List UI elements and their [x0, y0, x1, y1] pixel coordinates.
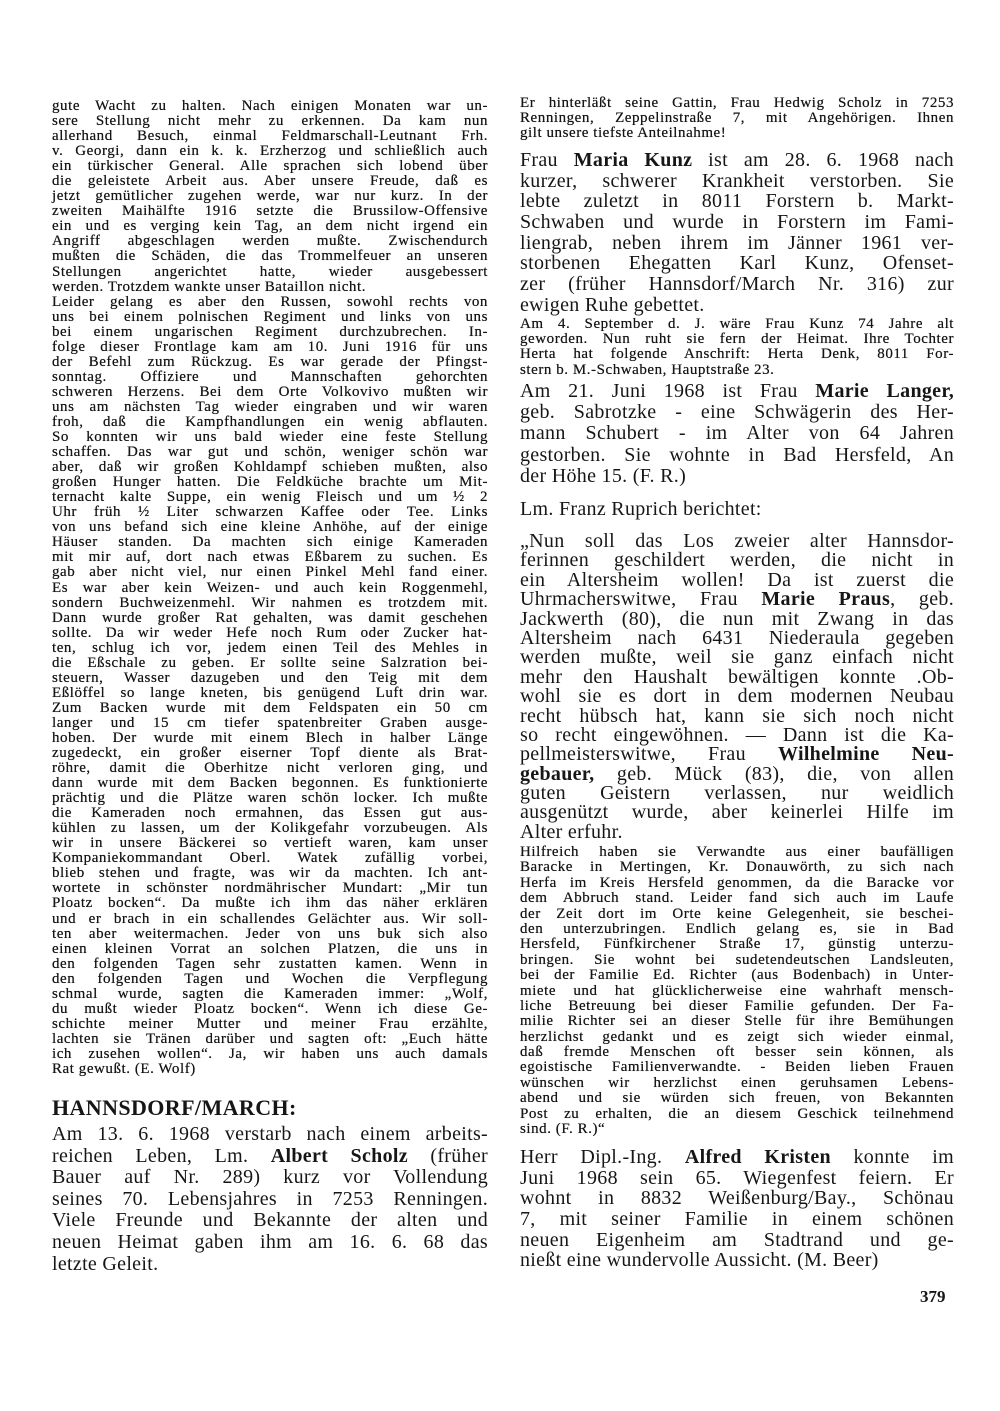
text-line: Herta hat folgende Anschrift: Herta Denk, 8011 For- — [520, 346, 954, 363]
text-line — [52, 1146, 488, 1168]
text-line: zer (früher Hannsdorf/March Nr. 316) zur — [520, 273, 954, 296]
text-line: Dann wurde großer Rat gehalten, was damit geschehen — [52, 609, 488, 626]
text-line: „Nun soll das Los zweier alter Hannsdor- — [520, 530, 954, 552]
text-line: Bauer auf Nr. 289) kurz vor Vollendung — [52, 1166, 488, 1189]
text-line: ein und es verging kein Tag, an dem nicht irgend ein — [52, 218, 488, 235]
text-line: lachten sie Tränen darüber und sagten oft: „Euch hätte — [52, 1030, 488, 1047]
text-line — [520, 150, 954, 171]
text-line: Angriff abgeschlagen werden mußte. Zwischendurch — [52, 233, 488, 250]
text-line: sonntag. Offiziere und Mannschaften gehorchten — [52, 368, 488, 385]
text-line: du mußt wieder Ploatz bocken“. Wenn ich diese Ge- — [52, 1000, 488, 1017]
text-line: miete und hat glücklicherweise eine wahrhaft mensch- — [520, 982, 954, 999]
text-line: Kompaniekommandant Oberl. Watek zufällig vorbei, — [52, 850, 488, 867]
text-line: ewigen Ruhe gebettet. — [520, 293, 705, 316]
text-line: seines 70. Lebensjahres in 7253 Renningen. — [52, 1187, 488, 1210]
text-line: Am 13. 6. 1968 verstarb nach einem arbeits- — [52, 1123, 488, 1145]
text-segment: reichen Leben, Lm. — [52, 1144, 271, 1167]
text-line — [520, 590, 954, 609]
text-line: Zum Backen wurde mit dem Feldspaten ein 50 cm — [52, 699, 488, 716]
text-line: nießt eine wundervolle Aussicht. (M. Beer) — [520, 1249, 879, 1272]
text-line: sere Stellung nicht mehr zu erkennen. Da kam nun — [52, 113, 488, 130]
birthday-alfred-kristen — [520, 1147, 954, 1271]
text-line: werden. Trotzdem wankte unser Bataillon nicht. — [52, 278, 366, 295]
text-line: die Kameraden noch ermahnen, das Essen gut aus- — [52, 805, 488, 822]
text-line: Hilfreich haben sie Verwandte aus einer baufälligen — [520, 844, 954, 860]
text-line: gute Wacht zu halten. Nach einigen Monaten war un- — [52, 98, 488, 114]
text-segment: Am 21. Juni 1968 ist Frau — [520, 380, 816, 402]
text-line: zugedeckt, ein großer eiserner Topf diente als Brat- — [52, 745, 488, 762]
text-line: Es war aber kein Weizen- und auch kein Roggenmehl, — [52, 579, 488, 596]
text-line: dann wurde mit dem Backen begonnen. Es funktionierte — [52, 775, 488, 792]
text-line: sollte. Da wir weder Hefe noch Rum oder Zucker hat- — [52, 624, 488, 641]
text-line: Stellungen angerichtet hatte, wieder ausgebessert — [52, 263, 488, 280]
text-line: jetzt gemütlicher zugehen werde, war nur kurz. In der — [52, 188, 488, 205]
text-line: wortete in schönster nordmährischer Mundart: „Mir tun — [52, 880, 488, 897]
text-line: schweren Herzens. Bei dem Orte Volkovivo mußten wir — [52, 383, 488, 400]
text-line: der Höhe 15. (F. R.) — [520, 464, 687, 487]
text-line: allerhand Besuch, einmal Feldmarschall-Leutnant Frh. — [52, 128, 488, 145]
text-line: Post zu erhalten, die an diesem Geschick teilnehmend — [520, 1105, 954, 1122]
text-line: den unterzubringen. Endlich gelang es, sie in Bad — [520, 920, 954, 937]
text-line: wir in unsere Bäckerei so vertieft waren, kam unser — [52, 835, 488, 852]
text-line: mehr den Haushalt bewältigen konnte .Ob- — [520, 665, 954, 688]
text-line: sondern Buchweizenmehl. Wir nahmen es trotzdem mit. — [52, 594, 488, 611]
text-line: der Befehl zum Rückzug. Es war gerade der Pfingst- — [52, 353, 488, 370]
ruprich-report-continued — [520, 845, 954, 1137]
text-line: lebte zuletzt in 8011 Forstern b. Markt- — [520, 190, 954, 213]
text-line: neuen Heimat gaben ihm am 16. 6. 68 das — [52, 1230, 488, 1253]
text-line: großen Hunger hatten. Die Feldküche brachte um Mit- — [52, 474, 488, 491]
text-line: recht hübsch hat, kann sie sich noch nicht — [520, 704, 954, 727]
text-line: bringen. Sie wohnt bei sudetendeutschen Landsleuten, — [520, 951, 954, 968]
text-line: ein türkischer General. Alle sprachen sich lobend über — [52, 158, 488, 175]
text-line: mann Schubert - im Alter von 64 Jahren — [520, 422, 954, 445]
text-line: Jackwerth (80), die nun mit Zwang in das — [520, 607, 954, 630]
bold-name: Wilhelmine Neu- — [778, 743, 954, 766]
text-segment: pellmeisterswitwe, Frau — [520, 743, 779, 766]
text-line: liengrab, neben ihrem im Jänner 1961 ver- — [520, 231, 954, 254]
text-line: kühlen zu lassen, um der Kolikgefahr vorzubeugen. Als — [52, 820, 488, 837]
text-line: werden mußte, weil sie ganz einfach nicht — [520, 646, 954, 669]
text-line: froh, daß die Kampfhandlungen ein wenig abflauten. — [52, 413, 488, 430]
text-line: wohnt in 8832 Weißenburg/Bay., Schönau — [520, 1187, 954, 1210]
section-heading: HANNSDORF/MARCH: — [52, 1095, 297, 1120]
text-line: gilt unsere tiefste Anteilnahme! — [520, 125, 727, 141]
text-line: geb. Sabrotzke - eine Schwägerin des Her- — [520, 401, 954, 424]
obituary-albert-scholz — [52, 1124, 488, 1275]
text-segment: konnte im — [830, 1146, 954, 1168]
text-line: mußten die Schäden, die das Trommelfeuer an unseren — [52, 248, 488, 265]
text-line: stern b. M.-Schwaben, Hauptstraße 23. — [520, 361, 775, 378]
text-line: schichte meiner Mutter und meiner Frau erzählte, — [52, 1015, 488, 1032]
text-line: Uhr früh ½ Liter schwarzen Kaffee oder Tee. Links — [52, 504, 488, 521]
text-line: zweiten Maihälfte 1916 setzte die Brussilow-Offensive — [52, 203, 488, 220]
text-line: ich zusehen wollen“. Ja, wir haben uns auch damals — [52, 1045, 488, 1062]
text-line: dem Abbruch stand. Leider fand sich auch im Laufe — [520, 890, 954, 907]
text-line: mit mir auf, dort nach etwas Eßbarem zu suchen. Es — [52, 549, 488, 566]
text-segment: Frau — [520, 149, 574, 171]
text-line: prächtig und die Plätze waren schön locker. Ich mußte — [52, 790, 488, 807]
text-line: aber, daß wir großen Kohldampf schieben mußten, also — [52, 459, 488, 476]
text-line: schmal wurde, sagten die Kameraden immer: „Wolf, — [52, 985, 488, 1002]
text-line: langer und 15 cm tiefer spatenbreiter Graben ausge- — [52, 714, 488, 731]
ruprich-report-quote — [520, 532, 954, 842]
text-line: storbenen Ehegatten Karl Kunz, Ofenset- — [520, 252, 954, 275]
text-line: letzte Geleit. — [52, 1252, 159, 1275]
text-line: Häuser standen. Da machten sich einige Kameraden — [52, 534, 488, 551]
text-segment: (früher — [407, 1144, 488, 1167]
note-scholz-family — [520, 96, 954, 141]
text-line: ein Altersheim wollen! Da ist zuerst die — [520, 568, 954, 591]
text-line: herzlichst gedankt und es zeigt sich wieder einmal, — [520, 1028, 954, 1045]
text-line: gab aber nicht viel, nur einen Pinkel Mehl fand einer. — [52, 564, 488, 581]
ruprich-intro — [520, 499, 954, 520]
text-line: Baracke in Mertingen, Kr. Donauwörth, zu sich nach — [520, 859, 954, 876]
text-line: den folgenden Tagen und Wochen die Verpflegung — [52, 970, 488, 987]
text-line: wohl sie es dort in dem modernen Neubau — [520, 685, 954, 708]
text-segment: ist am 28. 6. 1968 nach — [692, 149, 954, 171]
bold-name: Alfred Kristen — [684, 1146, 831, 1168]
text-line: einen kleinen Vorrat an solchen Platzen, die uns in — [52, 940, 488, 957]
text-line: den folgenden Tagen sehr zustatten kamen. Wenn in — [52, 955, 488, 972]
text-line: geworden. Nun ruht sie fern der Heimat. Ihre Tochter — [520, 331, 954, 348]
text-line: Altersheim nach 6431 Niederaula gegeben — [520, 626, 954, 649]
text-segment: Herr Dipl.-Ing. — [520, 1146, 685, 1168]
bold-name: Marie Langer, — [815, 380, 954, 402]
text-line: Schwaben und wurde in Forstern im Fami- — [520, 211, 954, 234]
text-line: Herfa im Kreis Hersfeld genommen, da die Baracke vor — [520, 874, 954, 891]
text-line: hoben. Der wurde mit einem Blech in halber Länge — [52, 729, 488, 746]
text-line: daß fremde Menschen oft besser sein können, als — [520, 1044, 954, 1061]
text-line: abend und sie würden sich freuen, von Bekannten — [520, 1090, 954, 1107]
text-line: v. Georgi, dann ein k. k. Erzherzog und schließlich auch — [52, 143, 488, 160]
text-line: gestorben. Sie wohnte in Bad Hersfeld, An — [520, 443, 954, 466]
text-line: Eßlöffel so lange kneten, bis genügend Luft drin war. — [52, 684, 488, 701]
page-number: 379 — [920, 1287, 946, 1306]
text-line: folge dieser Frontlage kam am 10. Juni 1916 für uns — [52, 338, 488, 355]
text-line: Hersfeld, Fünfkirchener Straße 17, günstig unterzu- — [520, 936, 954, 953]
text-line: blieb stehen und fragte, was wir da machten. Ich ant- — [52, 865, 488, 882]
text-line: steuern, Wasser dazugeben und den Teig mit dem — [52, 669, 488, 686]
text-line: Rat gewußt. (E. Wolf) — [52, 1061, 196, 1077]
text-line: Leider gelang es aber den Russen, sowohl rechts von — [52, 293, 488, 310]
text-line: kurzer, schwerer Krankheit verstorben. Sie — [520, 169, 954, 192]
text-line: liche Betreuung bei dieser Familie gefunden. Der Fa- — [520, 997, 954, 1014]
bold-name: Albert Scholz — [270, 1144, 408, 1167]
text-line: die geleistete Arbeit aus. Aber unsere Freude, daß es — [52, 173, 488, 190]
text-line: ausgenützt wurde, aber keinerlei Hilfe im — [520, 801, 954, 824]
text-line: von uns befand sich eine kleine Anhöhe, auf der einige — [52, 519, 488, 536]
text-line: schaffen. Das war gut und schön, weniger schön war — [52, 444, 488, 461]
obituary-marie-langer — [520, 381, 954, 487]
text-line: Juni 1968 sein 65. Wiegenfest feiern. Er — [520, 1166, 954, 1189]
text-line: egoistische Familienverwandte. - Beiden lieben Frauen — [520, 1059, 954, 1076]
text-line: Alter erfuhr. — [520, 820, 623, 843]
text-line: Am 4. September d. J. wäre Frau Kunz 74 Jahre alt — [520, 316, 954, 332]
text-line: Er hinterläßt seine Gattin, Frau Hedwig Scholz in 7253 — [520, 95, 954, 111]
text-line — [520, 381, 954, 402]
text-line: Viele Freunde und Bekannte der alten und — [52, 1209, 488, 1232]
text-line: uns bei einem polnischen Regiment und links von uns — [52, 308, 488, 325]
war-memoir-article — [52, 99, 488, 1077]
text-line: bei der Familie Ed. Richter (aus Bodenbach) in Unter- — [520, 967, 954, 984]
text-line: So konnten wir uns bald wieder eine feste Stellung — [52, 429, 488, 446]
text-segment: Uhrmacherswitwe, Frau — [520, 588, 762, 611]
text-line: ferinnen geschildert werden, die nicht in — [520, 549, 954, 572]
text-line: 7, mit seiner Familie in einem schönen — [520, 1208, 954, 1231]
text-line: und er brach in ein schallendes Gelächter aus. Wir soll- — [52, 910, 488, 927]
bold-name: gebauer, — [520, 762, 595, 785]
text-line: röhre, damit die Oberhitze nicht verloren ging, und — [52, 760, 488, 777]
text-line: Lm. Franz Ruprich berichtet: — [520, 498, 762, 520]
text-line: ternacht kalte Suppe, ein wenig Fleisch und um ½ 2 — [52, 489, 488, 506]
text-line: Ploatz bocken“. Da mußte ich ihm das näher erklären — [52, 895, 488, 912]
text-line: die Eßschale zu geben. Er sollte seine Salzration bei- — [52, 654, 488, 671]
text-segment: geb. Mück (83), die, von allen — [594, 762, 954, 785]
text-line: so recht eingewöhnen. — Dann ist die Ka- — [520, 723, 954, 746]
bold-name: Maria Kunz — [573, 149, 693, 171]
text-line: ten, schlug ich vor, jedem einen Teil des Mehles in — [52, 639, 488, 656]
text-line: uns am nächsten Tag wieder eingraben und wir waren — [52, 398, 488, 415]
text-line: der Zeit dort im Orte keine Gelegenheit, sie beschei- — [520, 905, 954, 922]
text-line: milie Richter sei an dieser Stelle für ihre Bemühungen — [520, 1013, 954, 1030]
text-line: bei einem ungarischen Regiment durchzubrechen. In- — [52, 323, 488, 340]
text-line — [520, 1147, 954, 1168]
text-line: ten aber weitermachen. Jeder von uns buk sich also — [52, 925, 488, 942]
text-line: guten Geistern verlassen, nur weidlich — [520, 782, 954, 805]
text-segment: , geb. — [890, 588, 954, 611]
text-line: sind. (F. R.)“ — [520, 1121, 606, 1138]
text-line: neuen Eigenheim am Stadtrand und ge- — [520, 1228, 954, 1251]
bold-name: Marie Praus — [761, 588, 891, 611]
text-line: wünschen wir herzlichst einen geruhsamen Lebens- — [520, 1074, 954, 1091]
text-line: Renningen, Zeppelinstraße 7, mit Angehörigen. Ihnen — [520, 110, 954, 126]
note-kunz-family — [520, 317, 954, 378]
obituary-maria-kunz — [520, 150, 954, 316]
